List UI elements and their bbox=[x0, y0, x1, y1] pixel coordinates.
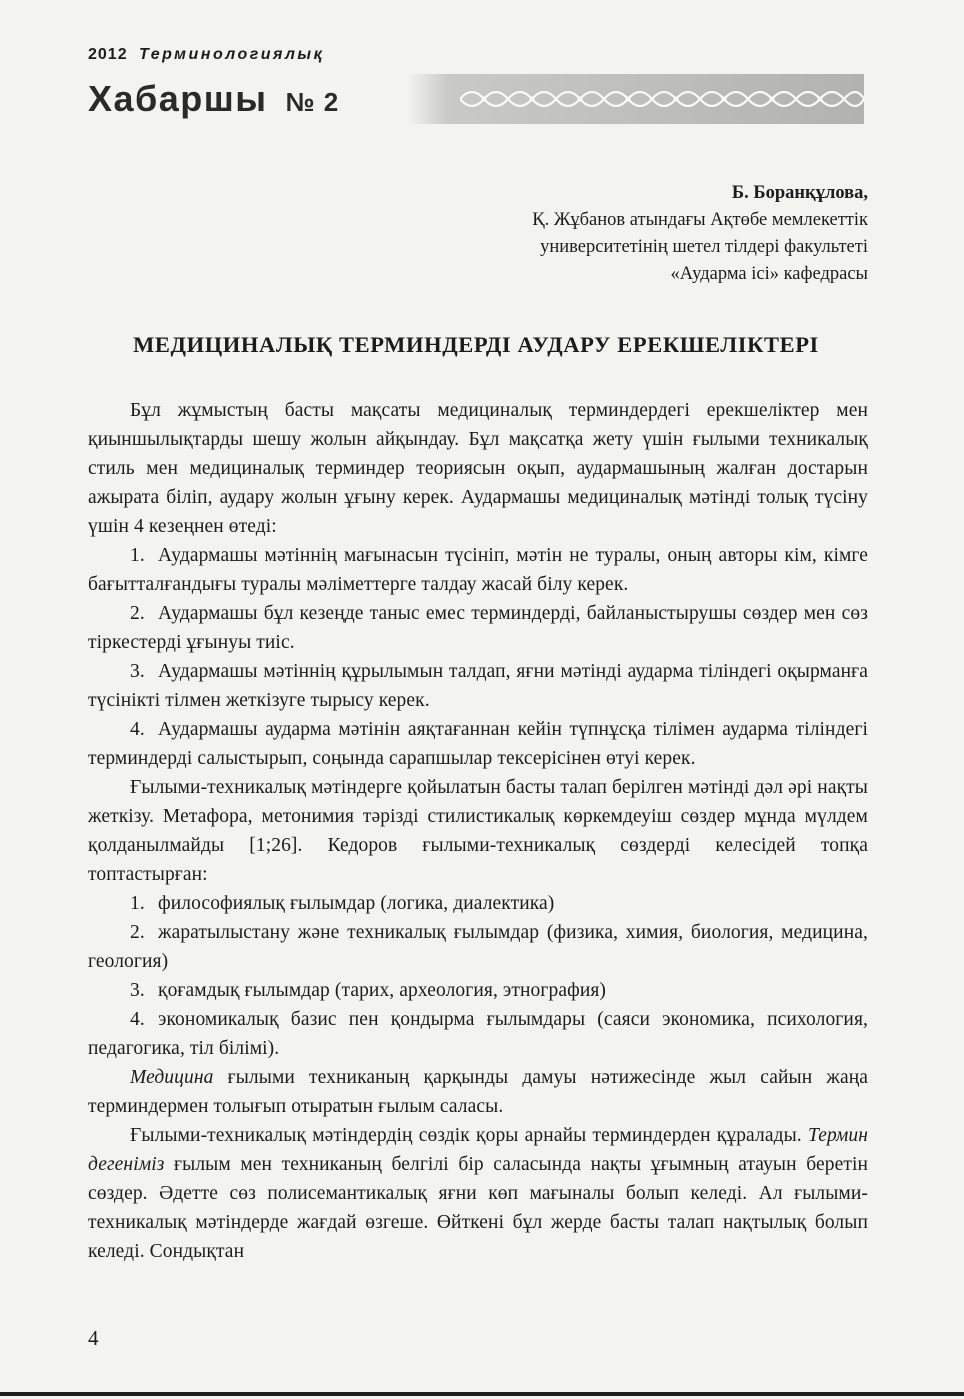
list-item bbox=[88, 918, 868, 976]
list-item bbox=[88, 889, 868, 918]
list-item bbox=[88, 541, 868, 599]
page-number: 4 bbox=[88, 1326, 99, 1350]
header-top-line bbox=[88, 46, 324, 72]
author-affiliation-line: университетінің шетел тілдері факультеті bbox=[540, 237, 868, 257]
journal-name: Хабаршы bbox=[88, 78, 268, 119]
list-number: 4. bbox=[130, 1009, 145, 1030]
paragraph-text: ғылым мен техниканың белгілі бір саласында нақты ұғымның атауын беретін сөздер. Әдетте сөз полисемантикалық яғни көп мағыналы болып келеді. Ал ғылыми-техникалық мәтіндерде жағдай өзгеше. Өйткені бұл жерде басты талап нақтылық болып келеді. Сондықтан bbox=[88, 1154, 868, 1262]
list-item bbox=[88, 599, 868, 657]
list-number: 2. bbox=[130, 922, 145, 943]
list-item-text: Аудармашы мәтіннің құрылымын талдап, яғни мәтінді аударма тіліндегі оқырманға түсінікті тілмен жеткізуге тырысу керек. bbox=[88, 661, 868, 711]
list-item-text: экономикалық базис пен қондырма ғылымдары (саяси экономика, психология, педагогика, тіл білімі). bbox=[88, 1009, 868, 1059]
paragraph: Ғылыми-техникалық мәтіндерге қойылатын басты талап берілген мәтінді дәл әрі нақты жеткізу. Метафора, метонимия тәрізді стилистикалық көркемдеуіш сөздер мұнда мүлдем қолданылмайды [1;26]. Кедоров ғылыми-техникалық сөздерді келесідей топқа топтастырған: bbox=[88, 777, 868, 885]
list-item bbox=[88, 715, 868, 773]
paragraph bbox=[88, 1121, 868, 1266]
list-item bbox=[88, 1005, 868, 1063]
paragraph bbox=[88, 1063, 868, 1121]
issue-number: № 2 bbox=[285, 87, 340, 117]
list-number: 1. bbox=[130, 545, 145, 566]
author-affiliation-line: Қ. Жұбанов атындағы Ақтөбе мемлекеттік bbox=[532, 210, 868, 230]
bottom-border bbox=[0, 1392, 964, 1396]
list-item-text: философиялық ғылымдар (логика, диалектика) bbox=[158, 893, 555, 914]
list-number: 4. bbox=[130, 719, 145, 740]
article-body bbox=[88, 396, 868, 1266]
list-item bbox=[88, 657, 868, 715]
header-series: Терминологиялық bbox=[139, 46, 325, 63]
paragraph-text: ғылыми техниканың қарқынды дамуы нәтижесінде жыл сайын жаңа терминдермен толығып отыратын ғылым саласы. bbox=[88, 1067, 868, 1117]
list-number: 2. bbox=[130, 603, 145, 624]
italic-term: Термин дегеніміз bbox=[88, 1125, 868, 1175]
list-number: 3. bbox=[130, 980, 145, 1001]
header-journal-title bbox=[88, 74, 339, 124]
journal-header bbox=[88, 46, 864, 136]
list-item-text: қоғамдық ғылымдар (тарих, археология, этнография) bbox=[158, 980, 607, 1001]
list-item-text: Аудармашы мәтіннің мағынасын түсініп, мәтін не туралы, оның авторы кім, кімге бағытталғандығы туралы мәліметтерге талдау жасай білу керек. bbox=[88, 545, 868, 595]
paragraph-text: Ғылыми-техникалық мәтіндердің сөздік қоры арнайы терминдерден құралады. bbox=[130, 1125, 808, 1146]
list-item-text: Аудармашы бұл кезеңде таныс емес терминдерді, байланыстырушы сөздер мен сөз тіркестерді ұғынуы тиіс. bbox=[88, 603, 868, 653]
author-name: Б. Боранқұлова, bbox=[731, 183, 868, 203]
list-number: 1. bbox=[130, 893, 145, 914]
header-year: 2012 bbox=[88, 46, 128, 63]
list-item bbox=[88, 976, 868, 1005]
list-number: 3. bbox=[130, 661, 145, 682]
list-item-text: жаратылыстану және техникалық ғылымдар (физика, химия, биология, медицина, геология) bbox=[88, 922, 868, 972]
article-title: МЕДИЦИНАЛЫҚ ТЕРМИНДЕРДІ АУДАРУ ЕРЕКШЕЛІКТЕРІ bbox=[133, 332, 819, 357]
ornament-icon bbox=[460, 80, 864, 118]
author-affiliation-line: «Аударма ісі» кафедрасы bbox=[670, 264, 868, 284]
italic-term: Медицина bbox=[130, 1067, 214, 1088]
list-item-text: Аудармашы аударма мәтінін аяқтағаннан кейін түпнұсқа тілімен аударма тіліндегі терминдерді салыстырып, соңында сарапшылар тексерісінен өтуі керек. bbox=[88, 719, 868, 769]
paragraph: Бұл жұмыстың басты мақсаты медициналық терминдердегі ерекшеліктер мен қиыншылықтарды шешу жолын айқындау. Бұл мақсатқа жету үшін ғылыми техникалық стиль мен медициналық терминдер теориясын оқып, аудармашының жалған достарын ажырата біліп, аудару жолын ұғыну керек. Аудармашы медициналық мәтінді толық түсіну үшін 4 кезеңнен өтеді: bbox=[88, 400, 868, 537]
author-block bbox=[368, 180, 868, 288]
